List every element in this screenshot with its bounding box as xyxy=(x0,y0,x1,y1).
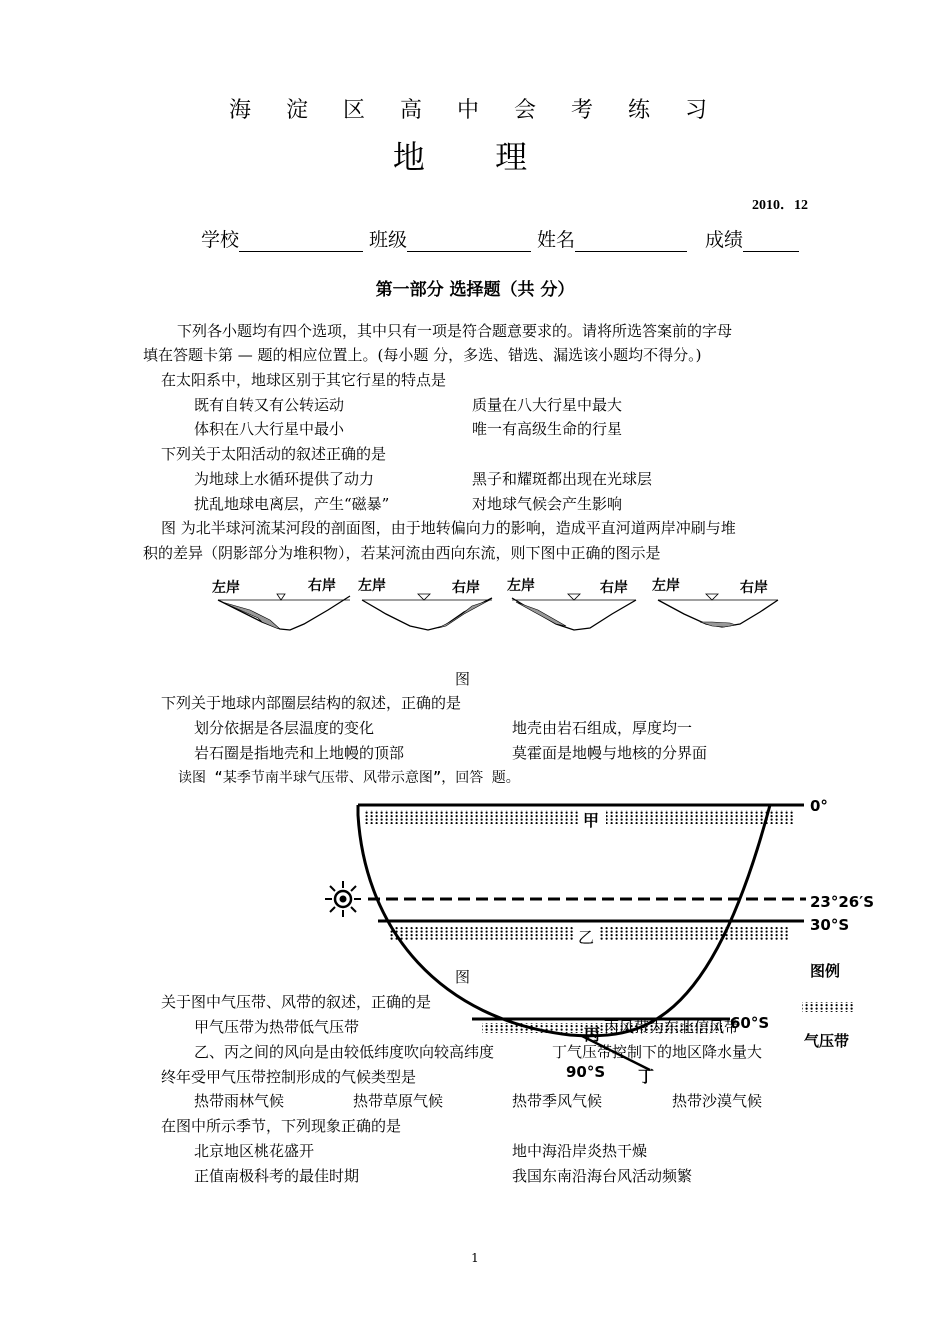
exam-date: 2010．12 xyxy=(752,198,808,213)
question-8-option-a[interactable]: 北京地区桃花盛开 xyxy=(194,1142,315,1160)
lat-label-tropic: 23°26′S xyxy=(810,893,875,911)
exam-title: 海 淀 区 高 中 会 考 练 习 xyxy=(229,98,721,123)
instructions-line-1: 下列各小题均有四个选项，其中只有一项是符合题意要求的。请将所选答案前的字母 xyxy=(177,322,733,340)
question-1-option-b[interactable]: 质量在八大行星中最大 xyxy=(472,396,623,414)
question-1-stem: 在太阳系中，地球区别于其它行星的特点是 xyxy=(161,371,447,389)
river-panel-b[interactable] xyxy=(358,577,492,630)
question-8-option-d[interactable]: 我国东南沿海台风活动频繁 xyxy=(512,1167,693,1185)
school-field[interactable] xyxy=(201,225,363,252)
score-label: 成绩 xyxy=(705,229,744,251)
question-2-option-a[interactable]: 为地球上水循环提供了动力 xyxy=(194,470,375,488)
pressure-figure-caption: 图 xyxy=(455,968,471,986)
question-6-option-a[interactable]: 甲气压带为热带低气压带 xyxy=(194,1018,360,1036)
lat-label-0: 0° xyxy=(810,797,828,815)
question-2-option-c[interactable]: 扰乱地球电离层，产生“磁暴” xyxy=(194,495,390,513)
legend-label: 气压带 xyxy=(804,1032,850,1050)
river-cross-section-figure xyxy=(200,570,800,642)
class-field[interactable] xyxy=(369,225,531,252)
label-bing: 丙 xyxy=(584,1025,601,1044)
question-7-option-c[interactable]: 热带季风气候 xyxy=(512,1092,603,1110)
question-6-option-d[interactable]: 丁气压带控制下的地区降水量大 xyxy=(552,1043,763,1061)
instructions-line-2: 填在答题卡第 — 题的相应位置上。(每小题 分，多选、错选、漏选该小题均不得分。) xyxy=(143,346,702,364)
question-6-option-c[interactable]: 乙、丙之间的风向是由较低纬度吹向较高纬度 xyxy=(194,1043,495,1061)
score-blank[interactable] xyxy=(743,231,799,252)
question-2-option-b[interactable]: 黑子和耀斑都出现在光球层 xyxy=(472,470,653,488)
question-8-stem: 在图中所示季节，下列现象正确的是 xyxy=(161,1117,402,1135)
question-1-option-a[interactable]: 既有自转又有公转运动 xyxy=(194,396,345,414)
question-2-option-d[interactable]: 对地球气候会产生影响 xyxy=(472,495,623,513)
label-ding: 丁 xyxy=(638,1067,655,1085)
class-blank[interactable] xyxy=(407,231,531,252)
panel-c-right-label: 右岸 xyxy=(600,580,628,596)
lat-label-90s: 90°S xyxy=(566,1063,606,1081)
question-8-option-b[interactable]: 地中海沿岸炎热干燥 xyxy=(512,1142,648,1160)
question-3-stem-line-2: 积的差异（阴影部分为堆积物），若某河流由西向东流，则下图中正确的图示是 xyxy=(143,544,661,562)
question-4-option-d[interactable]: 莫霍面是地幔与地核的分界面 xyxy=(512,744,708,762)
question-7-option-d[interactable]: 热带沙漠气候 xyxy=(672,1092,763,1110)
label-jia: 甲 xyxy=(583,811,600,830)
school-label: 学校 xyxy=(201,229,240,251)
lat-label-30s: 30°S xyxy=(810,916,850,934)
class-label: 班级 xyxy=(369,229,408,251)
river-panel-d[interactable] xyxy=(652,577,778,627)
panel-d-left-label: 左岸 xyxy=(652,578,680,594)
question-4-option-c[interactable]: 岩石圈是指地壳和上地幔的顶部 xyxy=(194,744,405,762)
question-6-stem: 关于图中气压带、风带的叙述，正确的是 xyxy=(161,993,432,1011)
question-7-option-a[interactable]: 热带雨林气候 xyxy=(194,1092,285,1110)
score-field[interactable] xyxy=(705,225,799,252)
legend-swatch xyxy=(802,1002,854,1012)
question-3-stem-line-1: 图 为北半球河流某河段的剖面图，由于地转偏向力的影响，造成平直河道两岸冲刷与堆 xyxy=(161,519,736,537)
question-5-stem: 读图 “某季节南半球气压带、风带示意图”，回答 题。 xyxy=(178,770,520,786)
school-blank[interactable] xyxy=(239,231,363,252)
question-1-option-c[interactable]: 体积在八大行星中最小 xyxy=(194,420,345,438)
name-blank[interactable] xyxy=(575,231,687,252)
section-title: 第一部分 选择题（共 分） xyxy=(375,280,575,300)
label-yi: 乙 xyxy=(578,928,595,947)
question-8-option-c[interactable]: 正值南极科考的最佳时期 xyxy=(194,1167,360,1185)
page-number: 1 xyxy=(471,1251,479,1265)
question-4-stem: 下列关于地球内部圈层结构的叙述，正确的是 xyxy=(161,694,462,712)
legend-title: 图例 xyxy=(810,962,841,980)
panel-a-right-label: 右岸 xyxy=(308,578,336,594)
question-6-option-b[interactable]: 丙风带为东北信风带 xyxy=(604,1018,740,1036)
panel-b-right-label: 右岸 xyxy=(452,580,480,596)
question-1-option-d[interactable]: 唯一有高级生命的行星 xyxy=(472,420,623,438)
question-7-option-b[interactable]: 热带草原气候 xyxy=(353,1092,444,1110)
panel-a-left-label: 左岸 xyxy=(212,580,240,596)
sun-icon xyxy=(325,881,361,917)
river-panel-a[interactable] xyxy=(212,577,350,630)
question-7-stem: 终年受甲气压带控制形成的气候类型是 xyxy=(161,1068,417,1086)
question-4-option-b[interactable]: 地壳由岩石组成，厚度均一 xyxy=(512,719,693,737)
river-figure-caption: 图 xyxy=(455,670,471,688)
question-2-stem: 下列关于太阳活动的叙述正确的是 xyxy=(161,445,387,463)
name-label: 姓名 xyxy=(537,229,576,251)
panel-d-right-label: 右岸 xyxy=(740,580,768,596)
panel-b-left-label: 左岸 xyxy=(358,578,386,594)
river-panel-c[interactable] xyxy=(507,577,636,630)
lat-label-60s: 60°S xyxy=(730,1014,770,1032)
panel-c-left-label: 左岸 xyxy=(507,578,535,594)
question-4-option-a[interactable]: 划分依据是各层温度的变化 xyxy=(194,719,375,737)
name-field[interactable] xyxy=(537,225,687,252)
subject-title: 地 理 xyxy=(392,138,558,176)
